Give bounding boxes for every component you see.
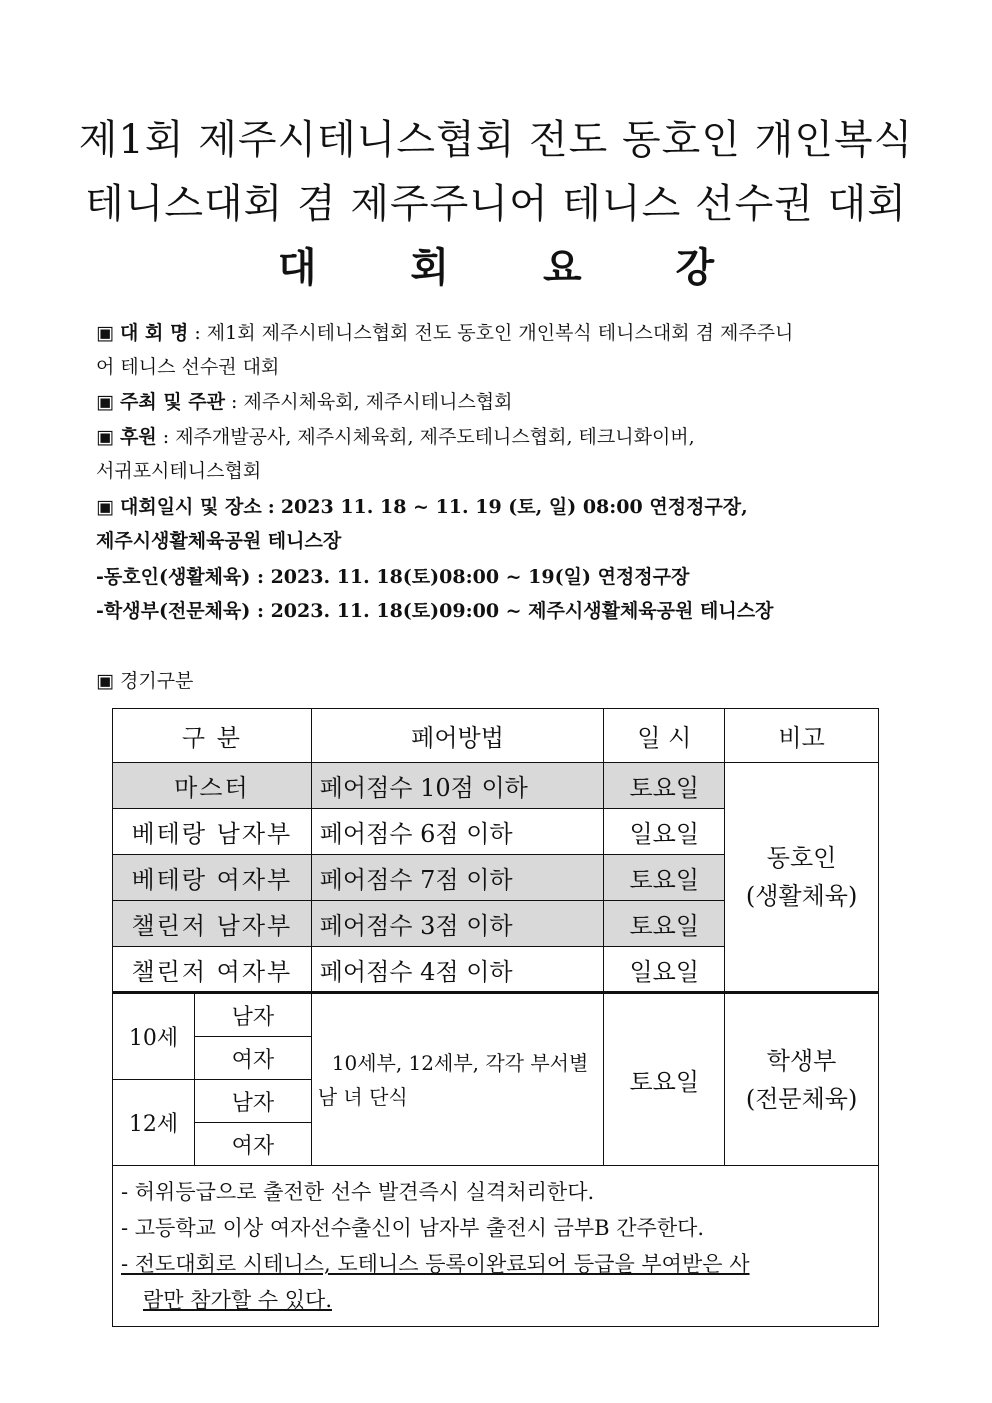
heading-char: 강: [675, 245, 715, 291]
heading: [0, 236, 992, 293]
notes-cell: [113, 1166, 879, 1327]
division-cell: 챌린저 남자부: [113, 901, 312, 947]
division-cell: 챌린저 여자부: [113, 947, 312, 993]
student-method-line2: 남 녀 단식: [317, 1084, 408, 1109]
day-cell: 토요일: [604, 901, 725, 947]
header-division: 구 분: [113, 709, 312, 763]
title-line-1: 제1회 제주시테니스협회 전도 동호인 개인복식: [78, 117, 914, 163]
square-bullet-icon: ▣: [96, 391, 114, 413]
day-cell: 일요일: [604, 947, 725, 993]
info-date-value: 2023 11. 18 ~ 11. 19 (토, 일) 08:00 연정정구장,: [280, 496, 748, 518]
info-sponsor: ▣ 후원 : 제주개발공사, 제주시체육회, 제주도테니스협회, 테크니화이버, 서귀포시테니스협회: [96, 426, 695, 482]
info-sponsor-value: 제주개발공사, 제주시체육회, 제주도테니스협회, 테크니화이버,: [175, 426, 695, 448]
info-line-club: [96, 560, 896, 594]
title-line-2: 테니스대회 겸 제주주니어 테니스 선수권 대회: [85, 181, 907, 227]
header-day: 일 시: [604, 709, 725, 763]
info-line-club-text: -동호인(생활체육) : 2023. 11. 18(토)08:00 ~ 19(일) 연정정구장: [96, 566, 690, 588]
day-cell: 토요일: [604, 855, 725, 901]
info-name: ▣ 대 회 명 : 제1회 제주시테니스협회 전도 동호인 개인복식 테니스대회 겸 제주주니 어 테니스 선수권 대회: [96, 322, 794, 378]
female-cell: 여자: [194, 1123, 311, 1166]
info-host: ▣ 주최 및 주관 : 제주시체육회, 제주시테니스협회: [96, 391, 513, 413]
male-cell: 남자: [194, 1080, 311, 1123]
table-header-row: [113, 709, 879, 763]
square-bullet-icon: ▣: [96, 496, 114, 518]
method-cell: 페어점수 3점 이하: [311, 901, 604, 947]
division-cell: 마스터: [113, 763, 312, 809]
heading-char: 대: [277, 245, 317, 291]
square-bullet-icon: ▣: [96, 426, 114, 448]
division-cell: 베테랑 남자부: [113, 809, 312, 855]
section-label: [96, 664, 896, 698]
method-cell: 페어점수 4점 이하: [311, 947, 604, 993]
method-cell: 페어점수 7점 이하: [311, 855, 604, 901]
info-host-label: 주최 및 주관: [120, 391, 225, 413]
club-note-line1: 동호인: [766, 844, 837, 872]
age-12-cell: 12세: [113, 1080, 195, 1166]
method-cell: 페어점수 6점 이하: [311, 809, 604, 855]
section-label-text: 경기구분: [120, 670, 194, 692]
info-line-student-text: -학생부(전문체육) : 2023. 11. 18(토)09:00 ~ 제주시생활체육공원 테니스장: [96, 600, 774, 622]
student-note-line1: 학생부: [766, 1046, 837, 1075]
note-line: - 전도대회로 시테니스, 도테니스 등록이완료되어 등급을 부여받은 사: [121, 1252, 750, 1276]
note-line: 람만 참가할 수 있다.: [143, 1288, 332, 1312]
info-host-value: 제주시체육회, 제주시테니스협회: [243, 391, 513, 413]
info-date: ▣ 대회일시 및 장소 : 2023 11. 18 ~ 11. 19 (토, 일) 08:00 연정정구장, 제주시생활체육공원 테니스장: [96, 496, 748, 552]
info-date-label: 대회일시 및 장소: [120, 496, 262, 518]
info-date-value-cont: 제주시생활체육공원 테니스장: [96, 530, 342, 552]
club-note-cell: [725, 763, 879, 993]
header-note: 비고: [725, 709, 879, 763]
day-cell: 일요일: [604, 809, 725, 855]
day-cell: 토요일: [604, 763, 725, 809]
note-line: - 허위등급으로 출전한 선수 발견즉시 실격처리한다.: [121, 1180, 595, 1204]
square-bullet-icon: ▣: [96, 322, 114, 344]
info-name-value-cont: 어 테니스 선수권 대회: [96, 356, 280, 378]
age-10-cell: 10세: [113, 993, 195, 1080]
header-method: 페어방법: [311, 709, 604, 763]
female-cell: 여자: [194, 1037, 311, 1080]
student-method-line1: 10세부, 12세부, 각각 부서별: [331, 1050, 589, 1075]
heading-char: 회: [410, 245, 450, 291]
heading-char: 요: [542, 245, 582, 291]
square-bullet-icon: ▣: [96, 670, 114, 692]
student-method-cell: [311, 993, 604, 1166]
table-row: [113, 993, 879, 1037]
info-sponsor-label: 후원: [120, 426, 157, 448]
competition-table: [112, 708, 879, 1327]
info-sponsor-value-cont: 서귀포시테니스협회: [96, 460, 262, 482]
student-note-cell: [725, 993, 879, 1166]
method-cell: 페어점수 10점 이하: [311, 763, 604, 809]
note-line: - 고등학교 이상 여자선수출신이 남자부 출전시 금부B 간주한다.: [121, 1216, 705, 1240]
info-name-value: 제1회 제주시테니스협회 전도 동호인 개인복식 테니스대회 겸 제주주니: [206, 322, 794, 344]
table-row: [113, 1166, 879, 1327]
table-row: [113, 763, 879, 809]
student-day-cell: 토요일: [604, 993, 725, 1166]
club-note-line2: (생활체육): [745, 882, 858, 910]
male-cell: 남자: [194, 993, 311, 1037]
info-name-label: 대 회 명: [120, 322, 189, 344]
division-cell: 베테랑 여자부: [113, 855, 312, 901]
info-line-student: [96, 594, 896, 628]
student-note-line2: (전문체육): [745, 1084, 858, 1113]
